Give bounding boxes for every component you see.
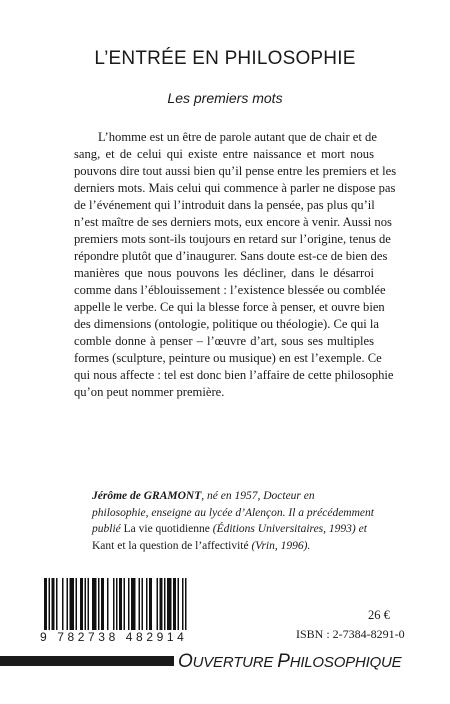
blurb-line: comme dans l’éblouissement : l’existence blessée ou comblée (74, 283, 386, 297)
barcode-bar (107, 578, 109, 630)
series-text: HILOSOPHIQUE (289, 654, 402, 671)
barcode-bar (98, 578, 100, 630)
barcode-bar (62, 578, 64, 630)
barcode-number: 9 782738 482914 (40, 630, 188, 644)
barcode-bar (182, 578, 184, 630)
barcode-bar (92, 578, 97, 630)
barcode-bar (85, 578, 87, 630)
book-subtitle: Les premiers mots (167, 90, 283, 106)
barcode-bar (88, 578, 90, 630)
bio-line (92, 538, 372, 555)
bio-text: publié (92, 523, 124, 535)
barcode-bar (146, 578, 148, 630)
back-cover-blurb (74, 129, 397, 401)
barcode-bar (44, 578, 47, 630)
book-title-1: La vie quotidienne (123, 523, 210, 535)
barcode-bar (128, 578, 130, 630)
barcode-bar (52, 578, 55, 630)
barcode-bar (164, 578, 166, 630)
barcode-bar (160, 578, 163, 630)
blurb-line: répondre plutôt que d’inaugurer. Sans doute est-ce de bien des (74, 249, 388, 263)
bio-text: , né en 1957, Docteur en (201, 490, 315, 502)
barcode-bar (67, 578, 69, 630)
barcode-bar (101, 578, 104, 630)
series-text: UVERTURE (192, 654, 278, 671)
bio-line (92, 488, 372, 505)
barcode-bar (131, 578, 136, 630)
barcode-bar (80, 578, 83, 630)
barcode-bar (124, 578, 126, 630)
barcode-bar (113, 578, 115, 630)
blurb-line: comble donne à penser – l’œuvre d’art, sous ses multiples (74, 334, 374, 348)
barcode-bar (142, 578, 144, 630)
book-title-2: Kant et la question de l’affectivité (92, 539, 249, 552)
blurb-line: sang, et de celui qui existe entre naissance et mort nous (74, 147, 374, 161)
barcode-bar (157, 578, 159, 630)
bio-text: (Vrin, 1996). (248, 539, 311, 552)
barcode-bar (139, 578, 141, 630)
author-name: Jérôme de GRAMONT (92, 490, 202, 502)
series-initial: O (178, 651, 193, 672)
series-name (178, 651, 401, 673)
blurb-line: L’homme est un être de parole autant que de chair et de (98, 130, 377, 144)
barcode-bar (173, 578, 176, 630)
author-bio (92, 488, 372, 554)
blurb-line: qui nous affecte : tel est donc bien l’affaire de cette philosophie (74, 368, 394, 382)
barcode-bar (56, 578, 58, 630)
barcode-image (42, 578, 214, 630)
barcode-bar (167, 578, 172, 630)
blurb-line: des dimensions (ontologie, politique ou théologie). Ce qui la (74, 317, 380, 331)
barcode-bar (178, 578, 180, 630)
barcode-bar (49, 578, 51, 630)
blurb-line: formes (sculpture, peinture ou musique) en est l’exemple. Ce (74, 351, 382, 365)
barcode-bar (76, 578, 78, 630)
bio-text: (Éditions Universitaires, 1993) et (209, 523, 367, 535)
bio-line (92, 521, 372, 538)
series-initial: P (277, 651, 290, 672)
price: 26 € (368, 608, 390, 622)
blurb-line: n’est maître de ses derniers mots, eux encore à venir. Aussi nos (74, 215, 392, 229)
barcode (42, 578, 214, 630)
isbn: ISBN : 2-7384-8291-0 (296, 627, 405, 641)
blurb-line: premiers mots sont-ils toujours en retard sur l’origine, tenus de (74, 232, 391, 246)
blurb-line: qu’on peut nommer première. (74, 385, 225, 399)
blurb-line: appelle le verbe. Ce qui la blesse force à penser, et ouvre bien (74, 300, 385, 314)
barcode-bar (70, 578, 75, 630)
blurb-line: manières que nous pouvons les décliner, dans le désarroi (74, 266, 374, 280)
barcode-bar (185, 578, 187, 630)
blurb-line: de l’événement qui l’introduit dans la pensée, pas plus qu’il (74, 198, 375, 212)
bio-line: philosophie, enseigne au lycée d’Alençon. Il a précédemment (92, 506, 374, 519)
barcode-bar (116, 578, 118, 630)
barcode-bar (119, 578, 122, 630)
barcode-bar (149, 578, 152, 630)
blurb-line: pouvons dire tout aussi bien qu’il pense entre les premiers et les (74, 164, 397, 178)
series-bar (0, 656, 174, 666)
blurb-line: derniers mots. Mais celui qui commence à parler ne dispose pas (74, 181, 396, 195)
book-title: L’ENTRÉE EN PHILOSOPHIE (94, 48, 356, 69)
